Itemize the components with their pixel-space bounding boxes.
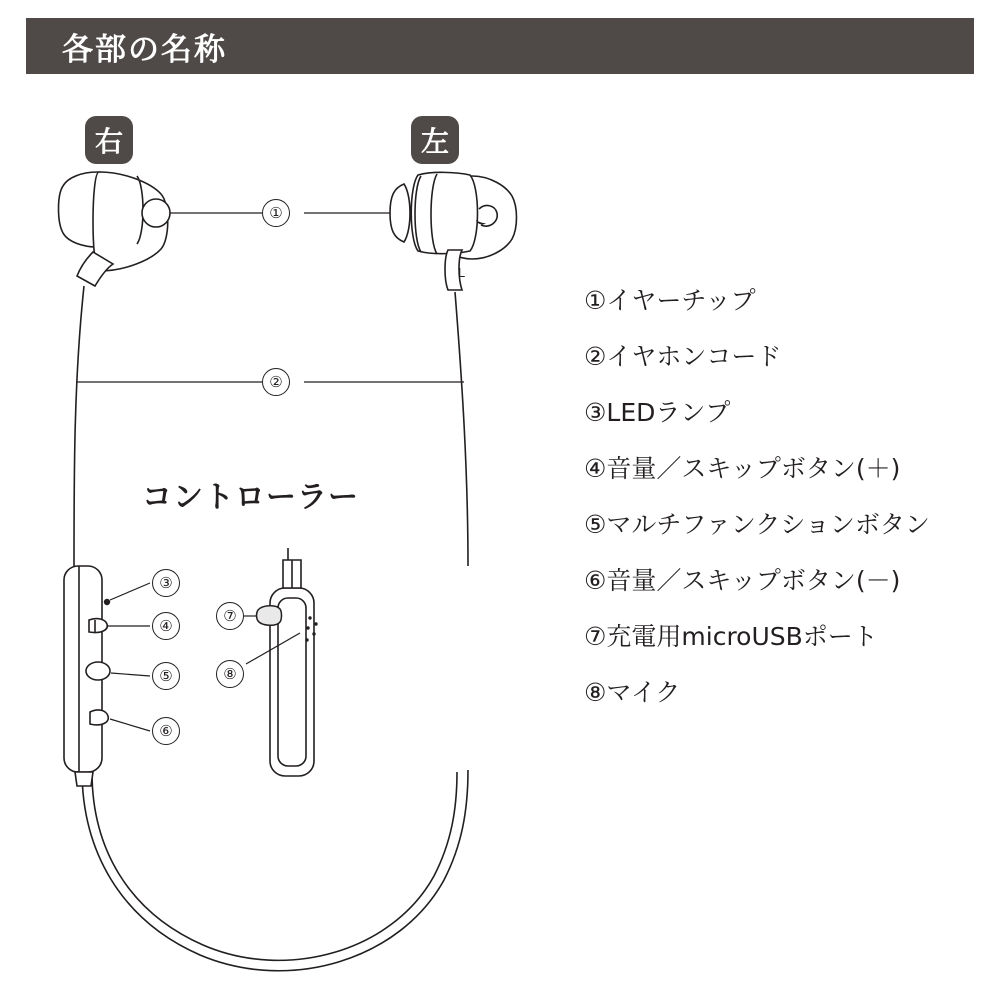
controller-front [64,566,110,786]
list-item: ⑥音量／スキップボタン(－) [584,566,901,595]
list-item: ④音量／スキップボタン(＋) [584,454,901,483]
callout-7: ⑦ [216,602,244,630]
list-item: ⑧マイク [584,678,681,707]
earbud-left-mark: L [458,265,466,280]
badge-left-label: 左 [420,125,449,158]
callout-8: ⑧ [216,660,244,688]
controller-back [257,560,318,776]
page-title: 各部の名称 [62,31,227,68]
callout-1: ① [262,199,290,227]
callout-4: ④ [152,612,180,640]
list-item: ①イヤーチップ [584,286,756,315]
callout-3: ③ [152,569,180,597]
list-item: ②イヤホンコード [584,342,782,371]
badge-left-side [411,116,459,164]
legend-list [584,288,984,736]
callout-6: ⑥ [152,717,180,745]
badge-right-side [85,116,133,164]
list-item: ③LEDランプ [584,398,731,427]
earbud-right [59,172,171,286]
earbud-left [390,172,517,290]
list-item: ⑦充電用microUSBポート [584,622,878,651]
badge-right-label: 右 [94,125,123,158]
list-item: ⑤マルチファンクションボタン [584,510,930,539]
controller-caption: コントローラー [142,480,359,515]
callout-5: ⑤ [152,662,180,690]
callout-2: ② [262,368,290,396]
